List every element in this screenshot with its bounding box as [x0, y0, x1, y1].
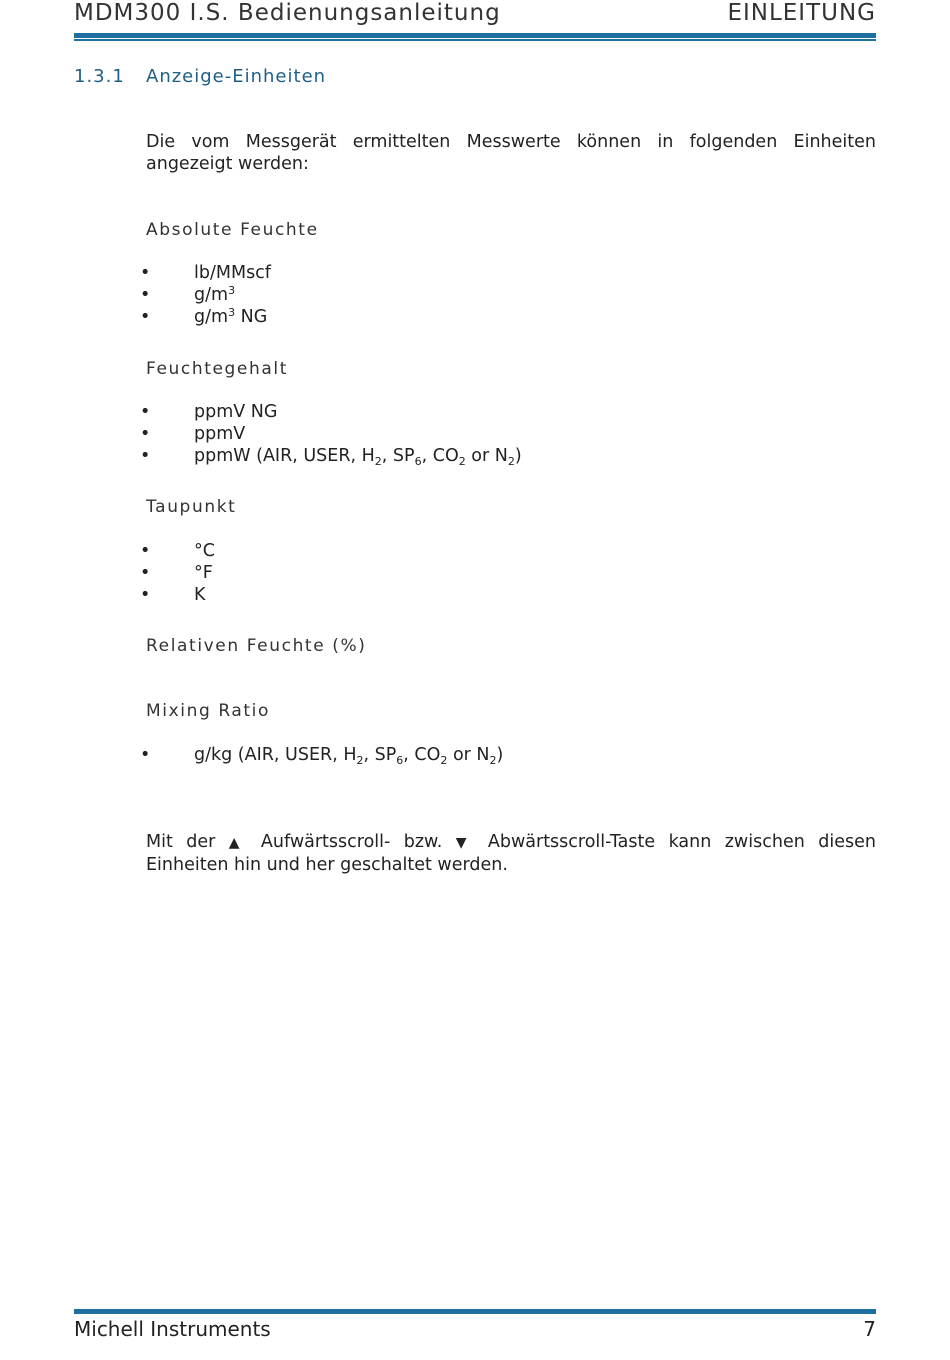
arrow-down-icon: ▼ — [455, 835, 475, 851]
subheading-mixing-ratio: Mixing Ratio — [146, 701, 270, 721]
bullet-icon: • — [140, 402, 151, 422]
footer-rule — [74, 1309, 876, 1314]
chapter-title: EINLEITUNG — [727, 0, 876, 26]
section-number: 1.3.1 — [74, 66, 125, 87]
bullet-icon: • — [140, 424, 151, 444]
mixing-ratio-list — [140, 744, 503, 766]
footer-company: Michell Instruments — [74, 1317, 271, 1341]
bullet-icon: • — [140, 307, 151, 327]
list-item: • °C — [140, 541, 215, 561]
list-item: • ppmV — [140, 424, 246, 444]
moisture-content-list — [140, 401, 522, 467]
list-item: • ppmV NG — [140, 402, 278, 422]
document-title: MDM300 I.S. Bedienungsanleitung — [74, 0, 501, 26]
list-item: • K — [140, 585, 206, 605]
header-rule-thin — [74, 39, 876, 41]
bullet-icon: • — [140, 446, 151, 466]
subheading-relative-humidity: Relativen Feuchte (%) — [146, 636, 367, 656]
bullet-icon: • — [140, 263, 151, 283]
bullet-icon: • — [140, 585, 151, 605]
list-item: • g/kg (AIR, USER, $H_2$, $SP_6$, $CO_2$ or $N_2$) — [140, 745, 504, 767]
bullet-icon: • — [140, 285, 151, 305]
outro-paragraph: Mit der ▲ Aufwärtsscroll- bzw. ▼ Abwärtsscroll-Taste kann zwischen diesen Einheiten hin und her geschaltet werden. — [146, 832, 876, 875]
subheading-dew-point: Taupunkt — [146, 497, 237, 517]
header-rule — [74, 33, 876, 38]
bullet-icon: • — [140, 563, 151, 583]
subheading-absolute-humidity: Absolute Feuchte — [146, 220, 319, 240]
intro-paragraph: Die vom Messgerät ermittelten Messwerte können in folgenden Einheiten angezeigt werden: — [146, 132, 876, 174]
subheading-moisture-content: Feuchtegehalt — [146, 359, 288, 379]
arrow-up-icon: ▲ — [228, 835, 248, 851]
list-item: • $g/m^3$ — [140, 284, 236, 305]
list-item: • ppmW (AIR, USER, $H_2$, $SP_6$, $CO_2$ or $N_2$) — [140, 446, 522, 468]
bullet-icon: • — [140, 745, 151, 765]
absolute-humidity-list — [140, 262, 271, 328]
list-item: • $g/m^3$ NG — [140, 306, 268, 327]
bullet-icon: • — [140, 541, 151, 561]
page-number: 7 — [863, 1317, 876, 1341]
list-item: • lb/MMscf — [140, 263, 271, 283]
dew-point-list — [140, 540, 215, 606]
list-item: • °F — [140, 563, 213, 583]
section-title: Anzeige-Einheiten — [146, 66, 327, 87]
